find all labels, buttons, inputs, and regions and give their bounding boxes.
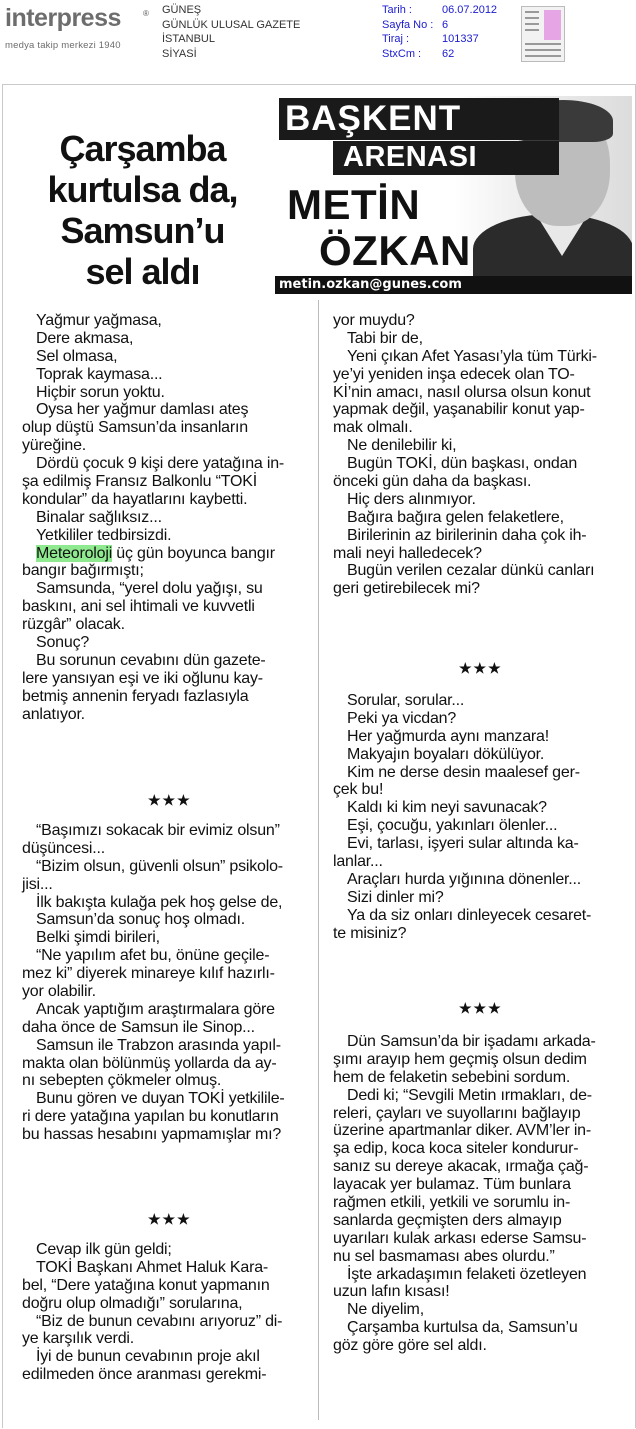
text-line: nu sel basmaması abes olurdu.” (333, 1247, 555, 1265)
text-line: Dere akmasa, (36, 329, 134, 347)
text-line: doğru olup olmadığı” sorularına, (22, 1294, 243, 1312)
text-line: Bağıra bağıra gelen felaketlere, (347, 508, 564, 526)
paragraph-group (333, 312, 633, 598)
text-line: Bugün TOKİ, dün başkası, ondan (347, 455, 578, 473)
paragraph-group (22, 312, 317, 545)
article-column-right-part2 (333, 692, 633, 942)
page-thumbnail[interactable] (521, 6, 565, 62)
text-line: “Başımızı sokacak bir evimiz olsun” (36, 822, 280, 839)
text-line: önceki gün daha da başkası. (333, 473, 532, 491)
section-separator: ★★★ (459, 1000, 503, 1016)
author-first-name: METİN (287, 181, 421, 228)
text-line: mali neyi halledecek? (333, 544, 482, 562)
text-line: Bunu gören ve duyan TOKİ yetkilile- (36, 1090, 285, 1108)
text-line: Makyajın boyaları dökülüyor. (347, 745, 545, 763)
text-line: TOKİ Başkanı Ahmet Haluk Kara- (36, 1258, 269, 1276)
text-line: Evi, tarlası, işyeri sular altında ka- (347, 835, 579, 853)
article-headline (15, 128, 270, 292)
interpress-logo (3, 4, 151, 51)
headline-line: Samsun’u (60, 210, 225, 251)
text-line: Cevap ilk gün geldi; (36, 1241, 172, 1258)
text-line: Belki şimdi birileri, (36, 929, 160, 947)
text-line: Ya da siz onları dinleyecek cesaret- (347, 906, 592, 924)
text-line: Dedi ki; “Sevgili Metin ırmakları, de- (347, 1086, 592, 1104)
text-line: Birilerinin az birilerinin daha çok ih- (347, 526, 587, 544)
publication-section: SİYASİ (162, 47, 197, 60)
column-subtitle: ARENASI (343, 141, 478, 173)
text-line: layacak yer bulamaz. Tüm bunlara (333, 1176, 571, 1194)
author-last-name: ÖZKAN (319, 227, 471, 274)
text-line: mak olmalı. (333, 419, 413, 437)
text-line: geri getirebilecek mi? (333, 580, 480, 598)
text-line: releri, çayları ve suyollarını bağlayıp (333, 1104, 581, 1122)
text-line: Samsun ile Trabzon arasında yapıl- (36, 1036, 281, 1054)
meta-circulation: Tiraj : 101337 (382, 33, 479, 45)
author-email-bar (275, 276, 632, 294)
text-line: Kim ne derse desin maalesef ger- (347, 763, 580, 781)
text-line: Hiç ders alınmıyor. (347, 490, 476, 508)
text-line: rağmen etkili, yetkili ve sorumlu in- (333, 1194, 571, 1212)
text-line: nı sebepten çökmeler olmuş. (22, 1072, 222, 1090)
text-line: Araçları hurda yığınına dönenler... (347, 870, 582, 888)
text-line: baskını, ani sel ihtimali ve kuvvetli (22, 598, 255, 616)
text-line: şa edilmiş Fransız Balkonlu “TOKİ (22, 473, 257, 491)
text-line: şımı arayıp hem geçmiş olsun dedim (333, 1050, 587, 1068)
text-line: yapmak değil, yaşanabilir konut yap- (333, 401, 585, 419)
text-line: rüzgâr” olacak. (22, 616, 125, 634)
text-line: Samsunda, “yerel dolu yağışı, su (36, 580, 263, 598)
text-line: İlk bakışta kulağa pek hoş gelse de, (36, 893, 283, 911)
text-line: Oysa her yağmur damlası ateş (36, 401, 249, 419)
column-title: BAŞKENT (285, 99, 462, 138)
text-line: Meteoroloji üç gün boyunca bangır (36, 544, 275, 562)
text-line: Ne denilebilir ki, (347, 437, 457, 455)
paragraph-group (22, 562, 317, 723)
text-line: Çarşamba kurtulsa da, Samsun’u (347, 1319, 578, 1337)
text-line: Eşi, çocuğu, yakınları ölenler... (347, 817, 558, 835)
text-line: üzerine apartmanlar diker. AVM’ler in- (333, 1122, 591, 1140)
text-line: hem de felaketin sebebini sordum. (333, 1068, 571, 1086)
publication-info (162, 3, 300, 61)
text-line: İşte arkadaşımın felaketi özetleyen (347, 1265, 587, 1283)
text-line: olup düştü Samsun’da insanların (22, 419, 248, 437)
text-line: Samsun’da sonuç hoş olmadı. (36, 911, 245, 929)
text-line: düşüncesi... (22, 839, 105, 857)
text-line: çek bu! (333, 781, 384, 799)
text-line: daha önce de Samsun ile Sinop... (22, 1018, 255, 1036)
text-line: Her yağmurda aynı manzara! (347, 727, 550, 745)
text-line: Hiçbir sorun yoktu. (36, 383, 165, 401)
section-separator: ★★★ (148, 792, 192, 808)
column-subtitle-box (333, 141, 559, 175)
text-line: uzun lafın kısası! (333, 1283, 450, 1301)
text-line: Toprak kaymasa... (36, 365, 163, 383)
column-title-box (279, 98, 559, 140)
text-line: şa edip, koca koca siteler kondurur- (333, 1140, 579, 1158)
text-line: Yeni çıkan Afet Yasası’yla tüm Türki- (347, 347, 597, 365)
paragraph-group (333, 692, 633, 942)
meta-date: Tarih : 06.07.2012 (382, 4, 498, 16)
highlighted-keyword: Meteoroloji (36, 544, 113, 562)
column-banner (275, 96, 632, 294)
text-line: Binalar sağlıksız... (36, 508, 162, 526)
logo-wordmark: interpress (5, 4, 121, 32)
text-line: sanız su dereye akacak, ırmağa çağ- (333, 1158, 589, 1176)
paragraph-group (333, 1033, 633, 1355)
text-line: yor muydu? (333, 312, 415, 329)
clipping-meta (382, 3, 522, 61)
text-line: Ancak yaptığım araştırmalara göre (36, 1000, 275, 1018)
text-line: lanlar... (333, 853, 383, 871)
text-line: Bu sorunun cevabını dün gazete- (36, 651, 266, 669)
headline-line: kurtulsa da, (47, 169, 238, 210)
text-line: Dördü çocuk 9 kişi dere yatağına in- (36, 455, 285, 473)
article-column-left-part3 (22, 1241, 317, 1384)
author-email[interactable]: metin.ozkan@gunes.com (279, 277, 462, 292)
text-line: ye karşılık verdi. (22, 1330, 134, 1348)
text-line: Yağmur yağmasa, (36, 312, 162, 329)
text-line: Kİ’nin amacı, nasıl olursa olsun konut (333, 383, 591, 401)
text-line: yor olabilir. (22, 983, 96, 1001)
text-line: te misiniz? (333, 924, 407, 942)
text-line: Sel olmasa, (36, 347, 118, 365)
text-line: Sorular, sorular... (347, 692, 465, 709)
text-line: uyarıları kulak arkası ederse Samsu- (333, 1229, 587, 1247)
text-line: bel, “Dere yatağına konut yapmanın (22, 1276, 270, 1294)
text-line: kondular” da hayatlarını kaybetti. (22, 490, 248, 508)
clipping-header (0, 0, 636, 80)
text-line: “Bizim olsun, güvenli olsun” psikolo- (36, 857, 283, 875)
logo-registered-mark: ® (143, 9, 149, 18)
headline-line: sel aldı (85, 251, 200, 292)
text-line: ri dere yatağına yapılan bu konutların (22, 1108, 279, 1126)
text-line: Peki ya vicdan? (347, 709, 457, 727)
text-line: Kaldı ki kim neyi savunacak? (347, 799, 547, 817)
publication-type: GÜNLÜK ULUSAL GAZETE (162, 18, 301, 31)
text-line: Sonuç? (36, 634, 90, 652)
publication-city: İSTANBUL (162, 33, 215, 45)
text-line: bangır bağırmıştı; (22, 562, 144, 580)
text-line: “Ne yapılım afet bu, önüne geçile- (36, 947, 270, 965)
section-separator: ★★★ (459, 660, 503, 676)
text-line: Bugün verilen cezalar dünkü canları (347, 562, 595, 580)
text-line: makta olan bölünmüş yollarda da ay- (22, 1054, 277, 1072)
text-line: ye’yi yeniden inşa edecek olan TO- (333, 365, 575, 383)
article-column-right-part3 (333, 1033, 633, 1355)
section-separator: ★★★ (148, 1211, 192, 1227)
text-line: bu hassas hesabını yapmamışlar mı? (22, 1126, 282, 1144)
text-line: “Biz de bunun cevabını arıyoruz” di- (36, 1312, 283, 1330)
paragraph-group (22, 822, 317, 1144)
logo-tagline: medya takip merkezi 1940 (5, 40, 121, 51)
text-line: anlatıyor. (22, 705, 85, 723)
article-column-left (22, 312, 317, 723)
article-column-right (333, 312, 633, 598)
text-line: İyi de bunun cevabının proje akıl (36, 1348, 260, 1366)
text-line: Yetkililer tedbirsizdi. (36, 526, 172, 544)
text-line: lere yansıyan eşi ve iki oğlunu kay- (22, 669, 263, 687)
text-line: edilmeden önce aranması gerekmi- (22, 1366, 267, 1384)
text-line: yüreğine. (22, 437, 87, 455)
publication-name: GÜNEŞ (162, 4, 202, 16)
text-line: betmiş annenin feryadı fazlasıyla (22, 687, 249, 705)
headline-line: Çarşamba (59, 128, 226, 169)
text-line: mez ki” diyerek minareye kılıf hazırlı- (22, 965, 275, 983)
article-column-left-part2 (22, 822, 317, 1144)
text-line: Tabi bir de, (347, 329, 423, 347)
column-divider (318, 300, 319, 1420)
text-line: Ne diyelim, (347, 1301, 424, 1319)
text-line: Dün Samsun’da bir işadamı arkada- (347, 1033, 596, 1050)
meta-page: Sayfa No : 6 (382, 18, 449, 31)
text-line: sanlarda geçmişten ders almayıp (333, 1211, 562, 1229)
paragraph-group (22, 1241, 317, 1384)
text-line: jisi... (22, 875, 53, 893)
text-line: göz göre göre sel aldı. (333, 1337, 487, 1355)
meta-stxcm: StxCm : 62 (382, 47, 455, 60)
text-line: Sizi dinler mi? (347, 888, 444, 906)
